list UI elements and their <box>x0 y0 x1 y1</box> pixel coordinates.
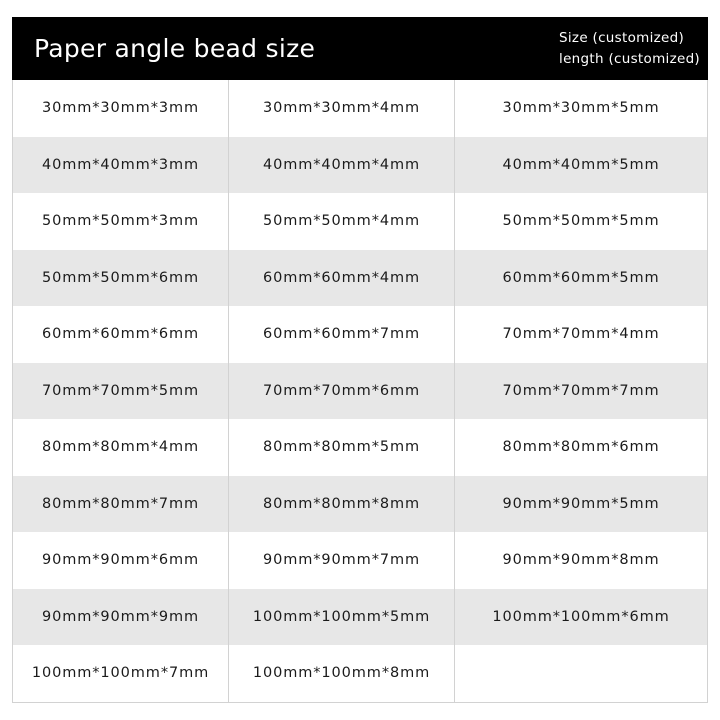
size-note: Size (customized) <box>559 30 685 46</box>
table-cell: 80mm*80mm*7mm <box>13 476 229 533</box>
table-cell: 40mm*40mm*3mm <box>13 137 229 194</box>
table-row <box>13 193 707 250</box>
table-cell: 70mm*70mm*5mm <box>13 363 229 420</box>
table-row <box>13 137 707 194</box>
table-cell: 70mm*70mm*6mm <box>229 363 455 420</box>
table-cell: 60mm*60mm*7mm <box>229 306 455 363</box>
table-cell: 60mm*60mm*5mm <box>502 269 660 286</box>
table-cell: 30mm*30mm*5mm <box>502 100 660 117</box>
customization-note <box>559 28 700 70</box>
table-cell: 40mm*40mm*4mm <box>229 137 455 194</box>
table-row <box>13 250 707 307</box>
table-row <box>13 589 707 646</box>
table-cell: 80mm*80mm*4mm <box>13 419 229 476</box>
table-cell: 100mm*100mm*6mm <box>492 608 670 625</box>
page-title: Paper angle bead size <box>34 34 316 63</box>
table-row <box>13 645 707 702</box>
table-row <box>13 306 707 363</box>
table-cell: 100mm*100mm*7mm <box>13 645 229 702</box>
table-cell <box>455 645 707 702</box>
table-cell: 80mm*80mm*5mm <box>229 419 455 476</box>
table-cell: 60mm*60mm*6mm <box>13 306 229 363</box>
table-cell: 90mm*90mm*9mm <box>13 589 229 646</box>
table-row <box>13 363 707 420</box>
table-cell: 80mm*80mm*6mm <box>502 439 660 456</box>
table-cell: 60mm*60mm*4mm <box>229 250 455 307</box>
table-row <box>13 80 707 137</box>
table-cell: 100mm*100mm*5mm <box>229 589 455 646</box>
table-row <box>13 476 707 533</box>
table-cell: 100mm*100mm*8mm <box>229 645 455 702</box>
table-cell: 70mm*70mm*4mm <box>502 326 660 343</box>
table-cell: 50mm*50mm*3mm <box>13 193 229 250</box>
table-row <box>13 419 707 476</box>
table-cell: 50mm*50mm*6mm <box>13 250 229 307</box>
table-cell: 90mm*90mm*6mm <box>13 532 229 589</box>
table-cell: 90mm*90mm*7mm <box>229 532 455 589</box>
table-cell: 90mm*90mm*8mm <box>502 552 660 569</box>
length-note: length (customized) <box>559 51 700 67</box>
table-cell: 70mm*70mm*7mm <box>502 382 660 399</box>
table-cell: 50mm*50mm*4mm <box>229 193 455 250</box>
table-cell: 80mm*80mm*8mm <box>229 476 455 533</box>
table-cell: 90mm*90mm*5mm <box>502 495 660 512</box>
size-table <box>12 80 708 703</box>
table-cell: 50mm*50mm*5mm <box>502 213 660 230</box>
table-row <box>13 532 707 589</box>
table-header <box>12 17 708 80</box>
table-cell: 30mm*30mm*4mm <box>229 80 455 137</box>
table-cell: 40mm*40mm*5mm <box>502 156 660 173</box>
table-cell: 30mm*30mm*3mm <box>13 80 229 137</box>
